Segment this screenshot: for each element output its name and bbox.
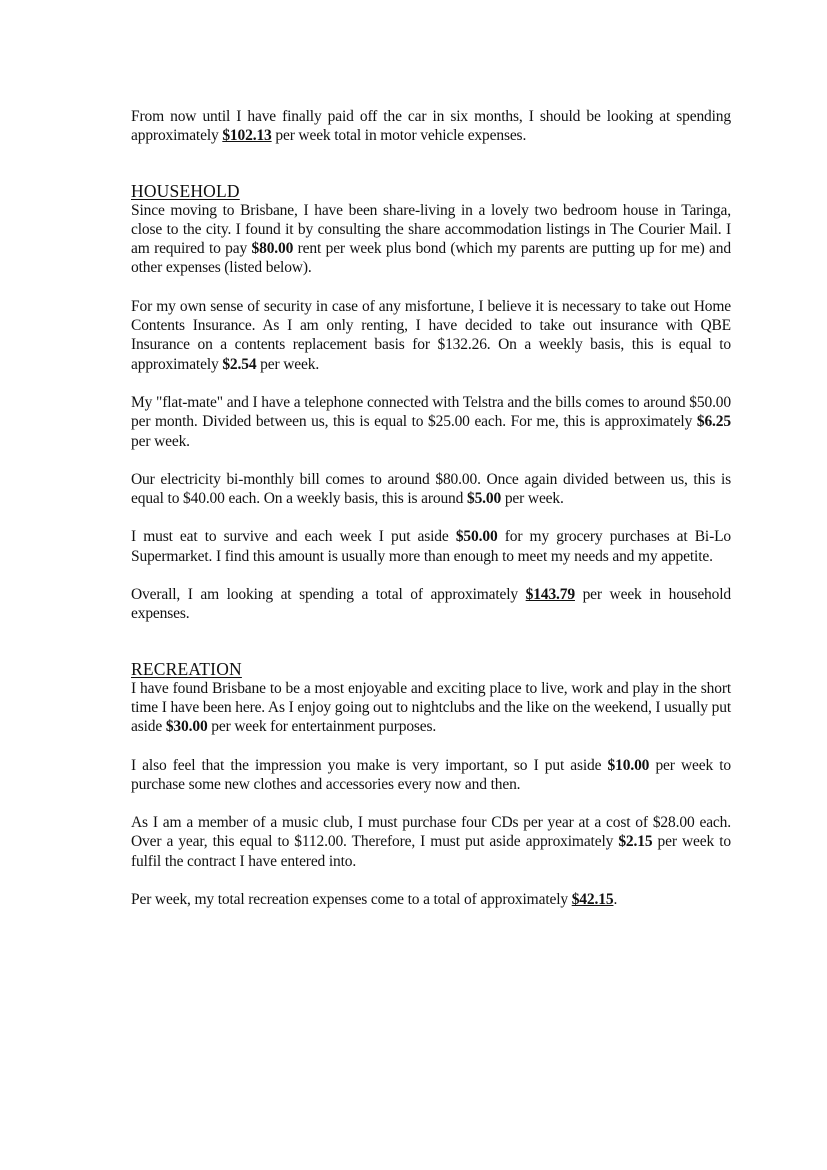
recreation-clothes-paragraph: I also feel that the impression you make is very important, so I put aside $10.00 per week to purchase some new clothes and accessories every now and then. [131, 756, 731, 793]
music-club-amount: $2.15 [618, 833, 653, 851]
groceries-amount: $50.00 [455, 528, 498, 546]
household-groceries-paragraph: I must eat to survive and each week I put aside $50.00 for my grocery purchases at Bi-Lo Supermarket. I find this amount is usually more than enough to meet my needs and my appetite. [131, 528, 732, 565]
clothes-amount: $10.00 [607, 756, 650, 774]
recreation-heading: RECREATION [131, 658, 242, 679]
electricity-amount: $5.00 [466, 490, 502, 508]
document-page [131, 107, 731, 909]
household-electricity-paragraph: Our electricity bi-monthly bill comes to around $80.00. Once again divided between us, this is equal to $40.00 each. On a weekly basis, this is around $5.00 per week. [131, 470, 731, 508]
motor-vehicle-total: $102.13 [222, 127, 272, 145]
household-total-paragraph: Overall, I am looking at spending a total of approximately $143.79 per week in household expenses. [131, 586, 731, 623]
recreation-entertainment-paragraph: I have found Brisbane to be a most enjoyable and exciting place to live, work and play in the short time I have been here. As I enjoy going out to nightclubs and the like on the weekend, I usually put aside $30.00 per week for entertainment purposes. [131, 679, 731, 736]
household-rent-paragraph: Since moving to Brisbane, I have been share-living in a lovely two bedroom house in Taringa, close to the city. I found it by consulting the share accommodation listings in The Courier Mail. I am required to pay $80.00 rent per week plus bond (which my parents are putting up for me) and other expenses (listed below). [131, 201, 731, 277]
household-telephone-paragraph: My "flat-mate" and I have a telephone connected with Telstra and the bills comes to around $50.00 per month. Divided between us, this is equal to $25.00 each. For me, this is approximately $6.25 per week. [131, 393, 731, 450]
telephone-amount: $6.25 [696, 413, 731, 431]
rent-amount: $80.00 [251, 240, 294, 258]
recreation-total-paragraph: Per week, my total recreation expenses come to a total of approximately $42.15. [131, 891, 618, 909]
entertainment-amount: $30.00 [165, 718, 208, 736]
recreation-total: $42.15 [571, 891, 614, 909]
household-heading: HOUSEHOLD [131, 180, 240, 201]
recreation-music-club-paragraph: As I am a member of a music club, I must purchase four CDs per year at a cost of $28.00 each. Over a year, this equal to $112.00. Therefore, I must put aside approximately $2.15 per week to fulfil the contract I have entered into. [131, 814, 731, 870]
household-insurance-paragraph: For my own sense of security in case of any misfortune, I believe it is necessary to take out Home Contents Insurance. As I am only renting, I have decided to take out insurance with QBE Insurance on a contents replacement basis for $132.26. On a weekly basis, this is equal to approximately $2.54 per week. [131, 297, 731, 373]
household-total: $143.79 [525, 586, 575, 604]
insurance-amount: $2.54 [222, 355, 257, 373]
intro-paragraph: From now until I have finally paid off the car in six months, I should be looking at spending approximately $102.13 per week total in motor vehicle expenses. [131, 108, 731, 145]
